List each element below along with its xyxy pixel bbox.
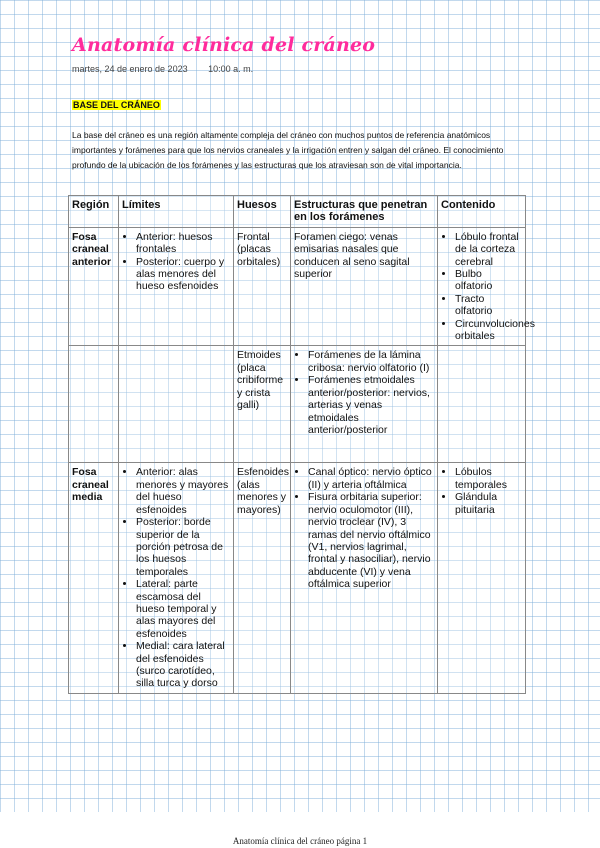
table-row (69, 346, 526, 463)
header-content: Contenido (438, 196, 526, 228)
structures-cell: Foramen ciego: venas emisarias nasales que conducen al seno sagital superior (291, 227, 438, 346)
intro-paragraph: La base del cráneo es una región altamente compleja del cráneo con muchos puntos de referencia anatómicos importantes y forámenes para que los nervios craneales y la irrigación entren y salgan del cráneo. El conocimiento profundo de la ubicación de los forámenes y las estructuras que los atraviesan son de vital importancia. (72, 130, 504, 170)
list-item: • Forámenes etmoidales anterior/posterior: nervios, arterias y venas etmoidales anterior/posterior (308, 374, 434, 436)
list-item: • Lóbulos temporales (455, 466, 522, 491)
list-item: • Anterior: alas menores y mayores del hueso esfenoides (136, 466, 230, 516)
content-cell (438, 227, 535, 346)
list-item: • Canal óptico: nervio óptico (II) y arteria oftálmica (308, 466, 434, 491)
list-item: • Forámenes de la lámina cribosa: nervio olfatorio (I) (308, 349, 434, 374)
page-title: Anatomía clínica del cráneo (72, 34, 376, 56)
list-item: • Medial: cara lateral del esfenoides (surco carotídeo, silla turca y dorso (136, 640, 230, 690)
structures-cell (291, 463, 438, 693)
table-row (69, 227, 526, 346)
header-structures: Estructuras que penetran en los forámenes (291, 196, 438, 228)
header-limits: Límites (119, 196, 234, 228)
list-item: • Circunvoluciones orbitales (455, 318, 522, 343)
content-cell-empty (438, 346, 526, 463)
anatomy-table (68, 195, 535, 694)
table-header-row (69, 196, 526, 228)
bones-cell: Esfenoides (alas menores y mayores) (234, 463, 291, 693)
region-cell-empty (69, 346, 119, 463)
list-item: • Posterior: borde superior de la porción petrosa de los huesos temporales (136, 516, 230, 578)
region-cell: Fosa craneal media (69, 463, 119, 693)
bones-cell: Frontal (placas orbitales) (234, 227, 291, 346)
limits-cell-empty (119, 346, 234, 463)
limits-cell (119, 463, 234, 693)
list-item: • Lóbulo frontal de la corteza cerebral (455, 231, 522, 268)
header-bones: Huesos (234, 196, 291, 228)
list-item: • Glándula pituitaria (455, 491, 522, 516)
list-item: • Bulbo olfatorio (455, 268, 522, 293)
content-cell (438, 463, 526, 693)
list-item: • Fisura orbitaria superior: nervio oculomotor (III), nervio troclear (IV), 3 ramas del nervio oftálmico (V1, nervios lagrimal, frontal y nasociliar), nervio abducente (VI) y vena oftálmica superior (308, 491, 434, 590)
region-cell: Fosa craneal anterior (69, 227, 119, 346)
list-item: • Posterior: cuerpo y alas menores del hueso esfenoides (136, 256, 230, 293)
time-text: 10:00 a. m. (208, 64, 254, 74)
date-time-line (72, 64, 253, 74)
date-text: martes, 24 de enero de 2023 (72, 64, 188, 74)
structures-cell (291, 346, 438, 463)
page-footer: Anatomía clínica del cráneo página 1 (232, 836, 368, 846)
table-row (69, 463, 526, 693)
bones-cell: Etmoides (placa cribiforme y crista galli) (234, 346, 291, 463)
list-item: • Tracto olfatorio (455, 293, 522, 318)
section-heading: BASE DEL CRÁNEO (73, 100, 160, 110)
list-item: • Anterior: huesos frontales (136, 231, 230, 256)
header-region: Región (69, 196, 119, 228)
limits-cell (119, 227, 234, 346)
list-item: • Lateral: parte escamosa del hueso temporal y alas mayores del esfenoides (136, 578, 230, 640)
